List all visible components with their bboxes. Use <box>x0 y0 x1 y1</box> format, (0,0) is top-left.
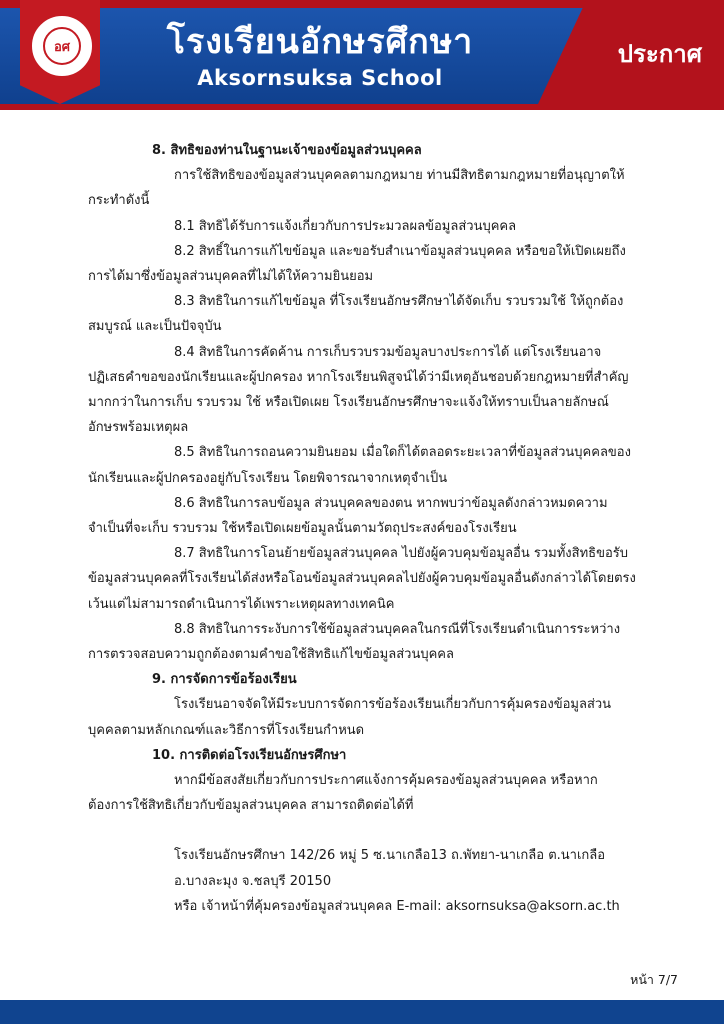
page-number: หน้า 7/7 <box>630 972 678 987</box>
school-title-english: Aksornsuksa School <box>197 66 443 90</box>
section-heading: 10. การติดต่อโรงเรียนอักษรศึกษา <box>152 747 347 763</box>
document-body <box>88 138 636 919</box>
paragraph: การใช้สิทธิของข้อมูลส่วนบุคคลตามกฎหมาย ท่านมีสิทธิตามกฎหมายที่อนุญาตให้กระทำดังนี้ <box>88 168 625 209</box>
paragraph: หากมีข้อสงสัยเกี่ยวกับการประกาศแจ้งการคุ้มครองข้อมูลส่วนบุคคล หรือหากต้องการใช้สิทธิเกี่ยวกับข้อมูลส่วนบุคคล สามารถติดต่อได้ที่ <box>88 773 598 814</box>
paragraph: 8.2 สิทธิ์ในการแก้ไขข้อมูล และขอรับสำเนาข้อมูลส่วนบุคคล หรือขอให้เปิดเผยถึงการได้มาซึ่งข้อมูลส่วนบุคคลที่ไม่ได้ให้ความยินยอม <box>88 243 626 285</box>
header-bottom-stripe <box>0 104 724 110</box>
section-heading: 9. การจัดการข้อร้องเรียน <box>152 672 297 688</box>
paragraph: โรงเรียนอาจจัดให้มีระบบการจัดการข้อร้องเรียนเกี่ยวกับการคุ้มครองข้อมูลส่วนบุคคลตามหลักเกณฑ์และวิธีการที่โรงเรียนกำหนด <box>88 697 612 738</box>
announcement-label: ประกาศ <box>617 40 702 68</box>
school-title-thai: โรงเรียนอักษรศึกษา <box>166 22 474 62</box>
paragraph: 8.3 สิทธิในการแก้ไขข้อมูล ที่โรงเรียนอักษรศึกษาได้จัดเก็บ รวบรวมใช้ ให้ถูกต้อง สมบูรณ์ และเป็นปัจจุบัน <box>88 294 624 335</box>
paragraph-gap <box>88 818 636 843</box>
section-heading: 8. สิทธิของท่านในฐานะเจ้าของข้อมูลส่วนบุคคล <box>152 143 422 158</box>
paragraph: 8.4 สิทธิในการคัดค้าน การเก็บรวบรวมข้อมูลบางประการได้ แต่โรงเรียนอาจปฏิเสธคำขอของนักเรียนและผู้ปกครอง หากโรงเรียนพิสูจน์ได้ว่ามีเหตุอันชอบด้วยกฎหมายที่สำคัญมากกว่าในการเก็บ รวบรวม ใช้ หรือเปิดเผย โรงเรียนอักษรศึกษาจะแจ้งให้ทราบเป็นลายลักษณ์อักษรพร้อมเหตุผล <box>88 344 629 436</box>
paragraph: 8.6 สิทธิในการลบข้อมูล ส่วนบุคคลของตน หากพบว่าข้อมูลดังกล่าวหมดความจำเป็นที่จะเก็บ รวบรวม ใช้หรือเปิดเผยข้อมูลนั้นตามวัตถุประสงค์ของโรงเรียน <box>88 495 608 537</box>
paragraph: 8.1 สิทธิได้รับการแจ้งเกี่ยวกับการประมวลผลข้อมูลส่วนบุคคล <box>174 218 517 234</box>
address-line: อ.บางละมุง จ.ชลบุรี 20150 <box>174 873 332 889</box>
address-line: โรงเรียนอักษรศึกษา 142/26 หมู่ 5 ซ.นาเกลือ13 ถ.พัทยา-นาเกลือ ต.นาเกลือ <box>174 848 606 864</box>
paragraph: 8.8 สิทธิในการระงับการใช้ข้อมูลส่วนบุคคลในกรณีที่โรงเรียนดำเนินการระหว่างการตรวจสอบความถูกต้องตามคำขอใช้สิทธิแก้ไขข้อมูลส่วนบุคคล <box>88 621 621 663</box>
school-logo-mark: อศ <box>43 27 81 65</box>
address-line: หรือ เจ้าหน้าที่คุ้มครองข้อมูลส่วนบุคคล E-mail: aksornsuksa@aksorn.ac.th <box>174 898 620 914</box>
paragraph: 8.7 สิทธิในการโอนย้ายข้อมูลส่วนบุคคล ไปยังผู้ควบคุมข้อมูลอื่น รวมทั้งสิทธิขอรับข้อมูลส่วนบุคคลที่โรงเรียนได้ส่งหรือโอนข้อมูลส่วนบุคคลไปยังผู้ควบคุมข้อมูลอื่นดังกล่าวได้โดยตรง เว้นแต่ไม่สามารถดำเนินการได้เพราะเหตุผลทางเทคนิค <box>88 546 636 612</box>
footer-band <box>0 1000 724 1024</box>
page-header <box>0 0 724 110</box>
paragraph: 8.5 สิทธิในการถอนความยินยอม เมื่อใดก็ได้ตลอดระยะเวลาที่ข้อมูลส่วนบุคคลของนักเรียนและผู้ปกครองอยู่กับโรงเรียน โดยพิจารณาจากเหตุจำเป็น <box>88 445 631 486</box>
